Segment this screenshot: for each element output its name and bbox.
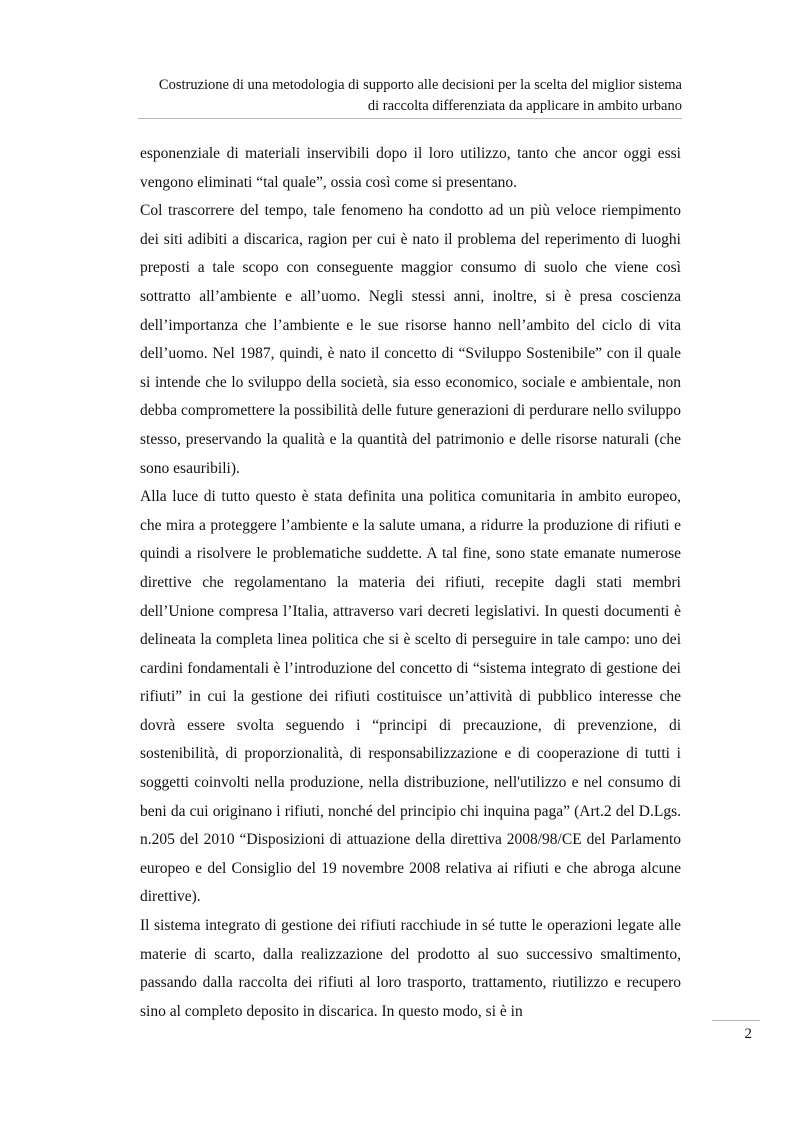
paragraph-integrated-system: Il sistema integrato di gestione dei rifiuti racchiude in sé tutte le operazioni legate alle materie di scarto, dalla realizzazione del prodotto al suo successivo smaltimento, passando dalla raccolta dei rifiuti al loro trasporto, trattamento, riutilizzo e recupero sino al completo deposito in discarica. In questo modo, si è in <box>140 917 681 1020</box>
paragraph-eu-policy: Alla luce di tutto questo è stata definita una politica comunitaria in ambito europeo, che mira a proteggere l’ambiente e la salute umana, a ridurre la produzione di rifiuti e quindi a risolvere le problematiche suddette. A tal fine, sono state emanate numerose direttive che regolamentano la materia dei rifiuti, recepite dagli stati membri dell’Unione compresa l’Italia, attraverso vari decreti legislativi. In questi documenti è delineata la completa linea politica che si è scelto di perseguire in tale campo: uno dei cardini fondamentali è l’introduzione del concetto di “sistema integrato di gestione dei rifiuti” in cui la gestione dei rifiuti costituisce un’attività di pubblico interesse che dovrà essere svolta seguendo i “principi di precauzione, di prevenzione, di sostenibilità, di proporzionalità, di responsabilizzazione e di cooperazione di tutti i soggetti coinvolti nella produzione, nella distribuzione, nell'utilizzo e nel consumo di beni da cui originano i rifiuti, nonché del principio chi inquina paga” (Art.2 del D.Lgs. n.205 del 2010 “Disposizioni di attuazione della direttiva 2008/98/CE del Parlamento europeo e del Consiglio del 19 novembre 2008 relativa ai rifiuti e che abroga alcune direttive). <box>140 488 681 906</box>
running-header-line-1: Costruzione di una metodologia di supporto alle decisioni per la scelta del miglior sistema <box>158 77 682 93</box>
body-text <box>140 140 681 1026</box>
paragraph-sustainable-development: Col trascorrere del tempo, tale fenomeno ha condotto ad un più veloce riempimento dei siti adibiti a discarica, ragion per cui è nato il problema del reperimento di luoghi preposti a tale scopo con conseguente maggior consumo di suolo che viene così sottratto all’ambiente e all’uomo. Negli stessi anni, inoltre, si è presa coscienza dell’importanza che l’ambiente e le sue risorse hanno nell’ambito del ciclo di vita dell’uomo. Nel 1987, quindi, è nato il concetto di “Sviluppo Sostenibile” con il quale si intende che lo sviluppo della società, sia esso economico, sociale e ambientale, non debba compromettere la possibilità delle future generazioni di perdurare nello sviluppo stesso, preservando la qualità e la quantità del patrimonio e delle risorse naturali (che sono esauribili). <box>140 202 681 477</box>
header-divider <box>138 118 682 119</box>
running-header <box>140 75 682 117</box>
footer-divider <box>712 1020 760 1021</box>
paragraph-continuation: esponenziale di materiali inservibili dopo il loro utilizzo, tanto che ancor oggi essi vengono eliminati “tal quale”, ossia così come si presentano. <box>140 145 681 191</box>
running-header-line-2: di raccolta differenziata da applicare in ambito urbano <box>367 98 682 114</box>
page-number: 2 <box>744 1026 752 1042</box>
